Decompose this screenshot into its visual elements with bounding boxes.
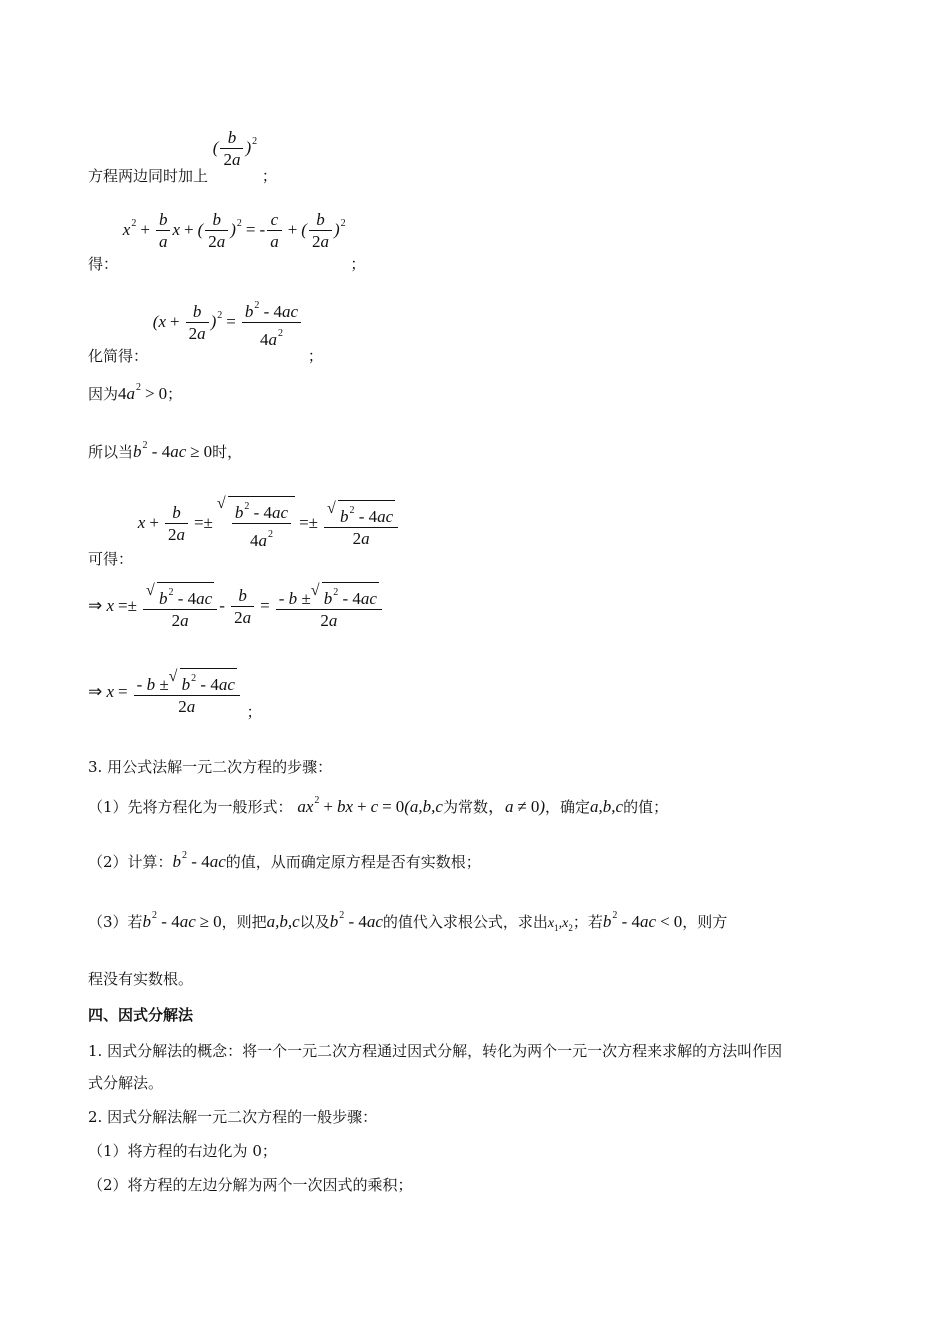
- derivation-step-simplify: 化简得： (x + $\frac{b}{2a}$ )$^2$ = $\frac{b^2 - 4ac}{4a^2}$ ；: [88, 300, 323, 366]
- section3-step3: （3）若$b^2 - 4ac \ge 0$，则把a,b,c以及$b^2 - 4ac$的值代入求根公式，求出$x_1,x_2$；若$b^2 - 4ac < 0$，则方: [88, 910, 728, 933]
- formula-4a2-positive: $4a^2 > 0$: [118, 382, 168, 403]
- section3-title: 3. 用公式法解一元二次方程的步骤：: [88, 758, 333, 776]
- derivation-step-implies-1: [88, 582, 384, 632]
- section4-step2: （2）将方程的左边分解为两个一次因式的乘积；: [88, 1176, 413, 1194]
- section4-heading: 四、因式分解法: [88, 1006, 194, 1024]
- section3-step1: （1）先将方程化为一般形式： $ax^2$ + bx + c = 0(a,b,c为常数，a ≠ 0)，确定a,b,c的值；: [88, 795, 669, 816]
- section3-step3-cont: 程没有实数根。: [88, 970, 194, 988]
- formula-general-form: $ax^2$ + bx + c = 0(a,b,c为常数，a ≠ 0): [297, 795, 545, 816]
- formula-x-expression: ⇒ x =± √ $\frac{b^2 - 4ac}{2a}$ - $\frac{b}{2a}$ = $\frac{- b \pm√ b^2 - 4ac}{2a}$: [88, 596, 384, 615]
- formula-completed-square: $x^2$ + $\frac{b}{a}$ x + ( $\frac{b}{2a}$ )$^2$ = - $\frac{c}{a}$ + ( $\frac{b}{2a}$ )$^2$: [122, 210, 346, 251]
- formula-simplified: (x + $\frac{b}{2a}$ )$^2$ = $\frac{b^2 - 4ac}{4a^2}$: [153, 312, 303, 331]
- derivation-step-condition: 所以当$b^2 - 4ac \ge 0$时，: [88, 440, 243, 461]
- derivation-step-obtain: 可得： x + $\frac{b}{2a}$ =± √ $\frac{b^2 - 4ac}{4a^2}$ =± √ $\frac{b^2 - 4ac}{2a}$: [88, 496, 400, 552]
- derivation-step-implies-2: ⇒ x = $\frac{- b \pm√ b^2 - 4ac}{2a}$ ；: [88, 668, 262, 718]
- section3-step2: （2）计算：$b^2 - 4ac$的值，从而确定原方程是否有实数根；: [88, 850, 481, 871]
- section4-step1: （1）将方程的右边化为 0；: [88, 1142, 277, 1160]
- formula-quadratic-root: ⇒ x = $\frac{- b \pm√ b^2 - 4ac}{2a}$: [88, 682, 242, 701]
- formula-discriminant: $b^2 - 4ac$: [172, 850, 226, 871]
- section4-item1: 1. 因式分解法的概念：将一个一元二次方程通过因式分解，转化为两个一元一次方程来求解的方法叫作因: [88, 1042, 783, 1060]
- derivation-step-add: 方程两边同时加上 ( $\frac{b}{2a}$ )$^2$ ；: [88, 128, 277, 186]
- text: 方程两边同时加上: [88, 167, 209, 186]
- section4-item2: 2. 因式分解法解一元二次方程的一般步骤：: [88, 1108, 378, 1126]
- derivation-step-result: 得： $x^2$ + $\frac{b}{a}$ x + ( $\frac{b}{2a}$ )$^2$ = - $\frac{c}{a}$ + ( $\frac{b}{2a}$ )$^2$ ；: [88, 210, 366, 274]
- section4-item1-cont: 式分解法。: [88, 1074, 164, 1092]
- derivation-step-because: 因为$4a^2 > 0$；: [88, 382, 183, 403]
- formula-b-over-2a-squared: ( $\frac{b}{2a}$ )$^2$: [212, 128, 258, 169]
- formula-sqrt-result: x + $\frac{b}{2a}$ =± √ $\frac{b^2 - 4ac}{4a^2}$ =± √ $\frac{b^2 - 4ac}{2a}$: [138, 513, 400, 532]
- formula-discriminant-nonneg: $b^2 - 4ac \ge 0$: [133, 440, 213, 461]
